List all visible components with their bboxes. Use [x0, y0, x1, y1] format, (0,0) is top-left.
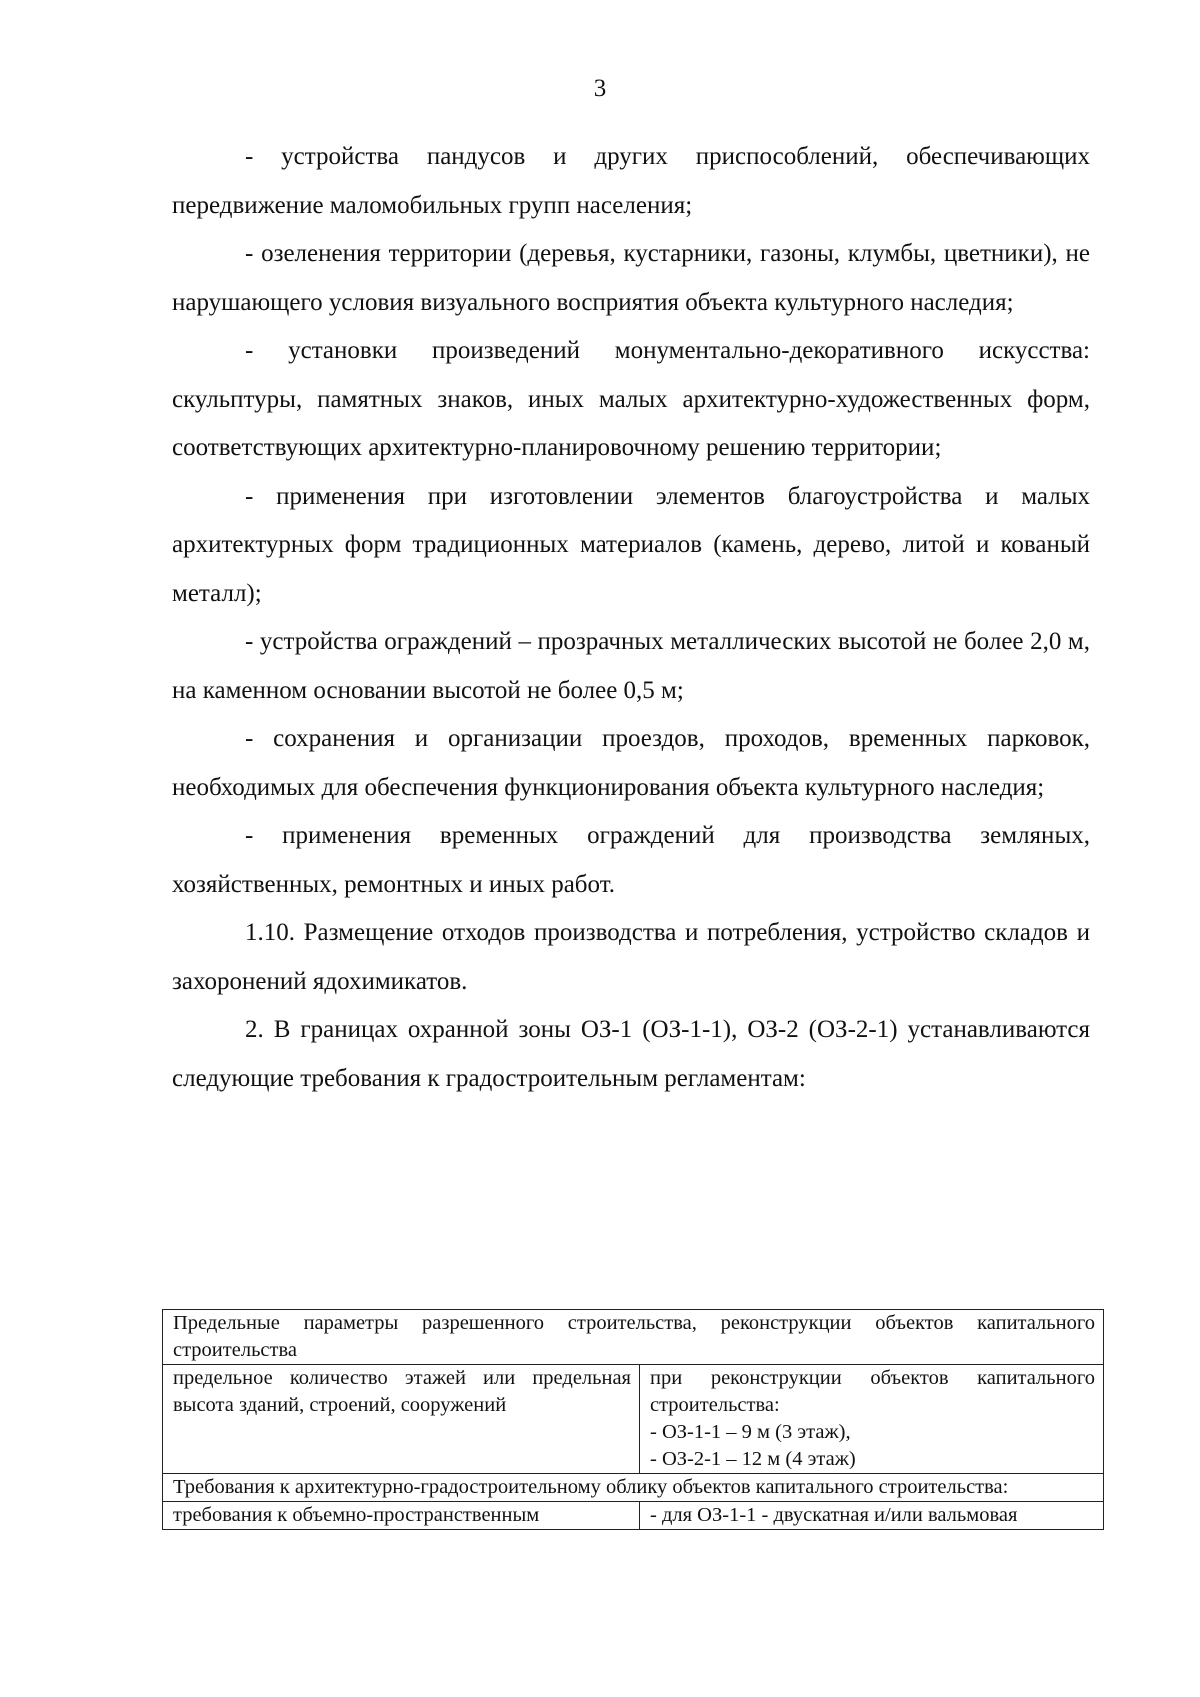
paragraph-monumental-art: - установки произведений монументально-декоративного искусства: скульптуры, памятных знаков, иных малых архитектурно-художественных форм, соответствующих архитектурно-планировочному решению территории;: [172, 337, 1090, 461]
paragraph-ramps: - устройства пандусов и других приспособлений, обеспечивающих передвижение маломобильных групп населения;: [172, 143, 1090, 219]
table-row: [163, 1310, 1104, 1365]
table-cell-floors-oz-1-1: - ОЗ-1-1 – 9 м (3 этаж),: [650, 1421, 851, 1443]
paragraph-protection-zone-requirements: 2. В границах охранной зоны ОЗ-1 (ОЗ-1-1), ОЗ-2 (ОЗ-2-1) устанавливаются следующие требования к градостроительным регламентам:: [172, 1016, 1090, 1092]
table-cell-floors-oz-2-1: - ОЗ-2-1 – 12 м (4 этаж): [650, 1448, 856, 1470]
table-cell-floors-intro: при реконструкции объектов капитального строительства:: [650, 1367, 1095, 1416]
table-cell-floors-label: предельное количество этажей или предельная высота зданий, строений, сооружений: [163, 1365, 640, 1474]
paragraph-passages: - сохранения и организации проездов, проходов, временных парковок, необходимых для обеспечения функционирования объекта культурного наследия;: [172, 725, 1090, 801]
page-number: 3: [593, 75, 607, 102]
table-row: [163, 1502, 1104, 1530]
document-body: [172, 133, 1090, 1103]
table-section-header-appearance: Требования к архитектурно-градостроительному облику объектов капитального строительства:: [163, 1474, 1104, 1502]
paragraph-materials: - применения при изготовлении элементов благоустройства и малых архитектурных форм традиционных материалов (камень, дерево, литой и кованый металл);: [172, 482, 1090, 607]
table-cell-floors-values: [640, 1365, 1104, 1474]
paragraph-waste-placement: 1.10. Размещение отходов производства и потребления, устройство складов и захоронений ядохимикатов.: [172, 919, 1090, 995]
regulations-table: [162, 1309, 1104, 1530]
paragraph-landscaping: - озеленения территории (деревья, кустарники, газоны, клумбы, цветники), не нарушающего условия визуального восприятия объекта культурного наследия;: [172, 240, 1090, 316]
table-row: [163, 1365, 1104, 1474]
table-section-header-parameters: Предельные параметры разрешенного строительства, реконструкции объектов капитального строительства: [163, 1310, 1104, 1365]
paragraph-fences: - устройства ограждений – прозрачных металлических высотой не более 2,0 м, на каменном основании высотой не более 0,5 м;: [172, 628, 1090, 704]
table-row: [163, 1474, 1104, 1502]
table-cell-roof-type: - для ОЗ-1-1 - двускатная и/или вальмовая: [640, 1502, 1104, 1530]
table-cell-volume-label: требования к объемно-пространственным: [163, 1502, 640, 1530]
paragraph-temporary-fences: - применения временных ограждений для производства земляных, хозяйственных, ремонтных и иных работ.: [172, 822, 1090, 898]
